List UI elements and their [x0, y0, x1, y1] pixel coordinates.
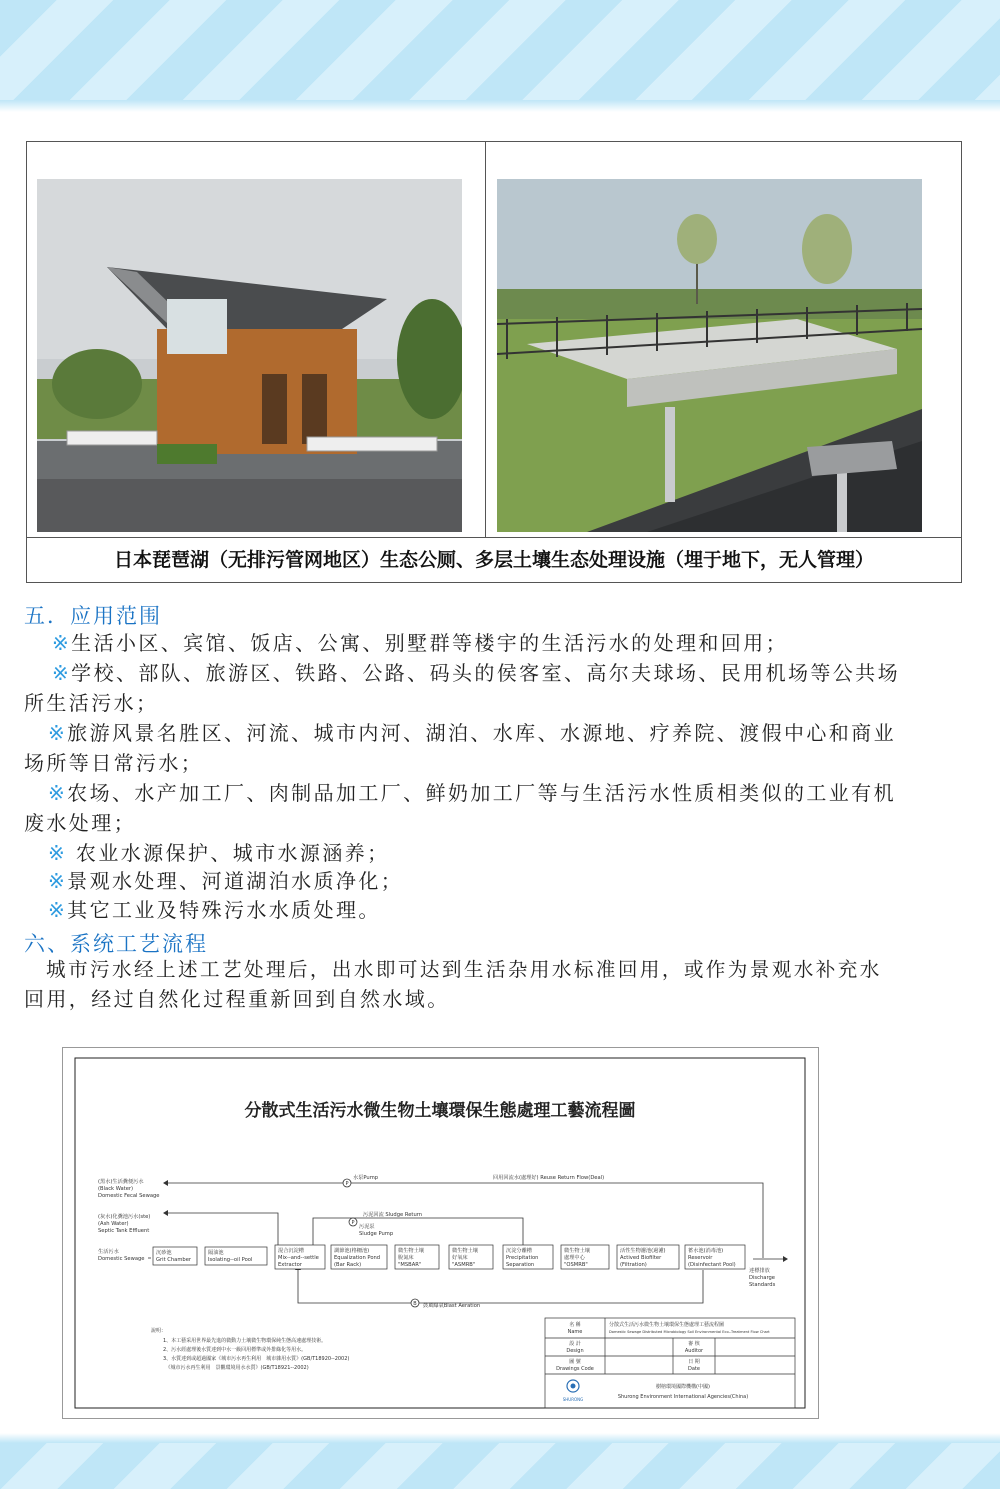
list-item: ※旅游风景名胜区、河流、城市内河、湖泊、水库、水源地、疗养院、渡假中心和商业 [48, 721, 896, 745]
note-line: 3、水質達到或超過國家《城市污水再生利用 城市雜用水質》(GB/T18920--2002) [163, 1356, 350, 1362]
sludge-pump-label-cn: 污泥泵 [359, 1224, 375, 1230]
photo-panel [26, 141, 962, 583]
list-item-continuation: 废水处理； [24, 811, 136, 835]
svg-text:(Filtration): (Filtration) [620, 1262, 647, 1268]
svg-text:Mix--and--settle: Mix--and--settle [278, 1255, 319, 1261]
svg-text:Reservoir: Reservoir [688, 1255, 713, 1261]
list-item: ※学校、部队、旅游区、铁路、公路、码头的侯客室、高尔夫球场、民用机场等公共场 [52, 661, 900, 685]
blower-symbol: B [413, 1301, 417, 1307]
input-domestic-en: Domestic Sewage [98, 1256, 145, 1262]
pump-symbol: P [345, 1181, 349, 1187]
svg-text:圖 號: 圖 號 [569, 1359, 581, 1365]
bullet-mark: ※ [48, 841, 68, 865]
svg-text:樹榕環境國際機構(中國): 樹榕環境國際機構(中國) [656, 1384, 710, 1390]
svg-text:Auditor: Auditor [684, 1348, 704, 1354]
soil-treatment-facility-photo [497, 179, 922, 532]
svg-text:Date: Date [688, 1366, 700, 1372]
svg-text:沉砂池: 沉砂池 [156, 1250, 172, 1256]
bullet-mark: ※ [52, 661, 72, 685]
discharge-label-en: Discharge [749, 1275, 775, 1281]
input-black-water-cn: (黑水)生活糞便污水 [98, 1179, 144, 1185]
process-paragraph-line1: 城市污水经上述工艺处理后，出水即可达到生活杂用水标准回用，或作为景观水补充水 [46, 958, 882, 981]
list-item: ※ 农业水源保护、城市水源涵养； [48, 841, 390, 865]
input-ash-water-en: (Ash Water) [98, 1221, 129, 1227]
company-logo [563, 1380, 584, 1402]
note-line: 1、本工藝采用世界最先進的微動力土壤微生物環保純生態高速處理技術。 [163, 1338, 327, 1344]
bottom-decorative-band [0, 1433, 1000, 1489]
notes-heading: 說明： [151, 1328, 167, 1334]
discharge-label-en2: Standards [749, 1282, 776, 1288]
process-paragraph-line2: 回用，经过自然化过程重新回到自然水域。 [24, 987, 450, 1011]
blast-aeration-label: 鼓風曝氣Blast Aeration [423, 1303, 481, 1309]
svg-text:Name: Name [567, 1329, 583, 1335]
svg-text:混合沉淀槽: 混合沉淀槽 [278, 1248, 304, 1254]
process-flow-chart [62, 1047, 819, 1419]
svg-text:微生物土壤: 微生物土壤 [398, 1248, 424, 1254]
bullet-mark: ※ [52, 631, 72, 655]
svg-text:Precipitation: Precipitation [506, 1255, 539, 1261]
flowchart-title: 分散式生活污水微生物土壤環保生態處理工藝流程圖 [244, 1101, 636, 1121]
bullet-mark: ※ [48, 721, 68, 745]
svg-text:Extractor: Extractor [278, 1262, 302, 1268]
note-line: 2、污水經處理後水質達到中水一級回用標準或外排綠化等用水。 [163, 1347, 307, 1353]
svg-text:處理中心: 處理中心 [564, 1255, 585, 1261]
top-pump-label: 水泵Pump [353, 1175, 379, 1181]
svg-text:隔油池: 隔油池 [208, 1250, 224, 1256]
svg-text:Separation: Separation [506, 1262, 535, 1268]
sludge-return-label: 污泥回流 Sludge Return [363, 1212, 423, 1218]
svg-text:Shurong Environment Internatio: Shurong Environment International Agencies(China) [617, 1394, 749, 1400]
svg-text:蓄水池(消毒池): 蓄水池(消毒池) [688, 1248, 724, 1254]
svg-text:調節池(格柵池): 調節池(格柵池) [334, 1248, 370, 1254]
svg-text:活性生物濾池(過濾): 活性生物濾池(過濾) [620, 1248, 666, 1254]
svg-text:審 核: 審 核 [688, 1341, 700, 1347]
svg-text:Equalization Pond: Equalization Pond [334, 1255, 381, 1261]
top-decorative-band [0, 0, 1000, 112]
svg-text:Isolating--oil Pool: Isolating--oil Pool [208, 1257, 253, 1263]
svg-text:脫氮床: 脫氮床 [398, 1255, 414, 1261]
pump-symbol: P [351, 1220, 355, 1226]
list-item-continuation: 所生活污水； [24, 691, 159, 715]
svg-text:SHURONG: SHURONG [562, 1397, 584, 1402]
svg-text:"OSMRB": "OSMRB" [564, 1262, 588, 1268]
input-domestic-cn: 生活污水 [98, 1249, 119, 1255]
photo-caption: 日本琵琶湖（无排污管网地区）生态公厕、多层土壤生态处理设施（埋于地下，无人管理） [113, 549, 874, 571]
list-item: ※生活小区、宾馆、饭店、公寓、别墅群等楼宇的生活污水的处理和回用； [52, 631, 788, 655]
svg-text:Domestic Sewage Distributed Mi: Domestic Sewage Distributed Microbiology Soil Environmental Eco--Treatment Flow Chart [609, 1330, 770, 1334]
input-black-water-en: (Black Water) [98, 1186, 134, 1192]
input-ash-water-en2: Septic Tank Effluent [98, 1228, 150, 1234]
svg-text:Grit Chamber: Grit Chamber [156, 1257, 192, 1263]
svg-text:設 計: 設 計 [569, 1341, 581, 1347]
svg-text:Actived Biofilter: Actived Biofilter [620, 1255, 662, 1261]
svg-text:"MSBAR": "MSBAR" [398, 1262, 422, 1268]
svg-text:微生物土壤: 微生物土壤 [564, 1248, 590, 1254]
svg-text:Drawings Code: Drawings Code [556, 1366, 594, 1372]
section-heading-process-flow: 六、系统工艺流程 [24, 932, 208, 956]
photo-divider [485, 142, 486, 537]
bullet-mark: ※ [48, 781, 68, 805]
list-item: ※农场、水产加工厂、肉制品加工厂、鲜奶加工厂等与生活污水性质相类似的工业有机 [48, 781, 896, 805]
bullet-mark: ※ [48, 898, 68, 922]
discharge-label-cn: 達標排放 [749, 1268, 770, 1274]
svg-text:(Bar Rack): (Bar Rack) [334, 1262, 362, 1268]
svg-text:微生物土壤: 微生物土壤 [452, 1248, 478, 1254]
bullet-mark: ※ [48, 869, 68, 893]
note-line: 《城市污水再生利用 景觀環境用水水質》(GB/T18921--2002) [163, 1365, 309, 1371]
input-ash-water-cn: (灰水)化糞池污水(ste) [98, 1214, 151, 1220]
list-item: ※其它工业及特殊污水水质处理。 [48, 898, 381, 922]
list-item: ※景观水处理、河道湖泊水质净化； [48, 869, 404, 893]
sludge-pump-label-en: Sludge Pump [359, 1231, 394, 1237]
svg-text:Design: Design [566, 1348, 584, 1354]
eco-toilet-photo [37, 179, 462, 532]
section-heading-application-scope: 五．应用范围 [24, 604, 162, 628]
svg-text:名 稱: 名 稱 [569, 1322, 581, 1328]
svg-text:(Disinfectant Pool): (Disinfectant Pool) [688, 1262, 736, 1268]
list-item-continuation: 场所等日常污水； [24, 751, 204, 775]
svg-text:日 期: 日 期 [688, 1359, 700, 1365]
reuse-flow-label: 回用回流水(處理好) Reuse Return Flow(Deal) [493, 1175, 605, 1181]
svg-text:沉淀分離槽: 沉淀分離槽 [506, 1248, 532, 1254]
svg-text:"ASMRB": "ASMRB" [452, 1262, 476, 1268]
svg-text:好氧床: 好氧床 [452, 1255, 468, 1261]
svg-text:分散式生活污水微生物土壤環保生態處理工藝流程圖: 分散式生活污水微生物土壤環保生態處理工藝流程圖 [609, 1322, 725, 1328]
input-black-water-en2: Domestic Fecal Sewage [98, 1193, 160, 1199]
